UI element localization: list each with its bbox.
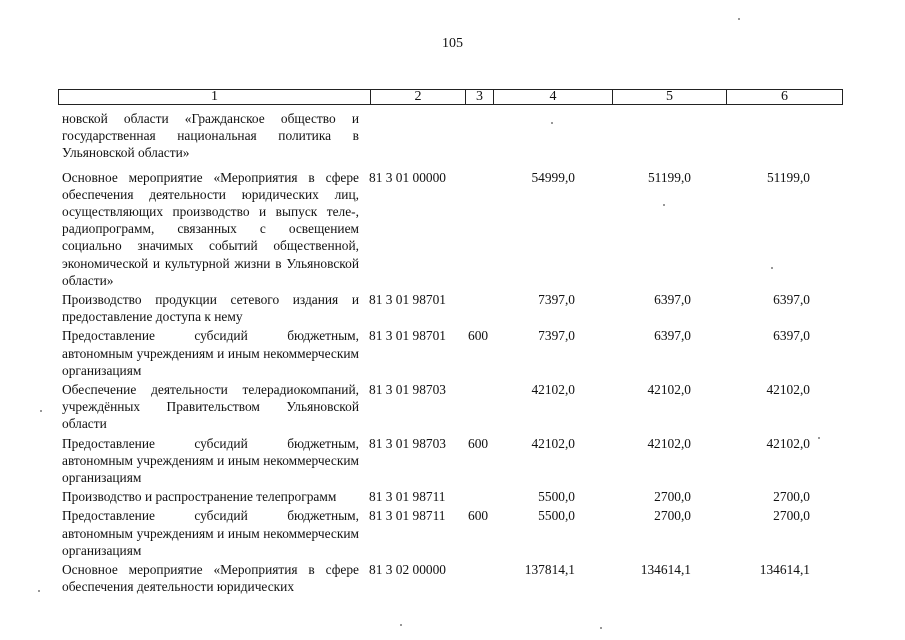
header-col-1: 1 [211,89,218,104]
scan-speck [600,627,602,629]
table-row [0,488,905,505]
row-year1: 5500,0 [538,489,575,505]
header-col-6: 6 [781,89,788,104]
row-year2: 51199,0 [647,169,691,185]
row-year1: 42102,0 [531,382,575,398]
table-row [0,435,905,487]
row-vr: 600 [468,328,489,344]
table-row [0,169,905,289]
row-year3: 6397,0 [773,292,810,308]
row-year2: 42102,0 [647,382,691,398]
row-name: Обеспечение деятельности телерадиокомпаний, учреждённых Правительством Ульяновской области [62,382,359,432]
row-year3: 2700,0 [773,489,810,505]
table-header-row [58,89,843,105]
row-year2: 134614,1 [640,562,691,578]
row-name: Предоставление субсидий бюджетным, автономным учреждениям и иным некоммерческим организациям [62,328,359,378]
table-row [0,327,905,379]
row-year3: 51199,0 [766,169,810,185]
scan-speck [40,410,42,412]
row-year2: 2700,0 [654,508,691,524]
row-code: 81 3 01 98711 [369,508,446,524]
row-name: новской области «Гражданское общество и государственная национальная политика в Ульяновской области» [62,111,359,161]
table-row [0,291,905,325]
row-year1: 42102,0 [531,435,575,451]
header-col-3: 3 [476,89,483,104]
row-year1: 5500,0 [538,508,575,524]
row-year2: 2700,0 [654,489,691,505]
row-vr: 600 [468,435,489,451]
scan-speck [551,122,553,124]
page-number: 105 [442,36,463,51]
row-name: Производство продукции сетевого издания и предоставление доступа к нему [62,292,359,325]
scan-speck [738,18,740,20]
row-code: 81 3 01 98711 [369,489,446,505]
scan-speck [771,267,773,269]
table-row [0,507,905,559]
row-year3: 6397,0 [773,328,810,344]
row-year1: 7397,0 [538,292,575,308]
row-year1: 137814,1 [524,562,575,578]
scan-speck [663,204,665,206]
header-col-5: 5 [666,89,673,104]
table-row [0,561,905,595]
table-row [0,110,905,162]
row-name: Основное мероприятие «Мероприятия в сфере обеспечения деятельности юридических лиц, осуществляющих производство и выпуск теле-, радиопрограмм, связанных с освещением социально значимых событий общественной, экономической и культурной жизни в Ульяновской области» [62,169,359,288]
row-name: Производство и распространение телепрограмм [62,489,337,505]
row-year2: 42102,0 [647,435,691,451]
row-year2: 6397,0 [654,328,691,344]
scan-speck [818,437,820,439]
row-code: 81 3 01 98701 [369,328,446,344]
table-body [0,110,905,595]
row-year3: 42102,0 [766,382,810,398]
row-year3: 134614,1 [759,562,810,578]
header-col-2: 2 [414,89,422,104]
row-name: Предоставление субсидий бюджетным, автономным учреждениям и иным некоммерческим организациям [62,508,359,558]
row-year3: 42102,0 [766,435,810,451]
row-name: Основное мероприятие «Мероприятия в сфере обеспечения деятельности юридических [62,562,359,595]
row-code: 81 3 01 98703 [369,382,446,398]
row-code: 81 3 01 00000 [369,169,446,185]
scan-speck [400,624,402,626]
row-code: 81 3 02 00000 [369,562,446,578]
row-code: 81 3 01 98701 [369,292,446,308]
row-year3: 2700,0 [773,508,810,524]
table-row [0,381,905,433]
row-year1: 54999,0 [531,169,575,185]
scan-speck [38,590,40,592]
header-col-4: 4 [549,89,557,104]
row-year1: 7397,0 [538,328,575,344]
row-name: Предоставление субсидий бюджетным, автономным учреждениям и иным некоммерческим организациям [62,435,359,486]
row-code: 81 3 01 98703 [369,435,446,451]
row-year2: 6397,0 [654,292,691,308]
row-vr: 600 [468,508,489,524]
